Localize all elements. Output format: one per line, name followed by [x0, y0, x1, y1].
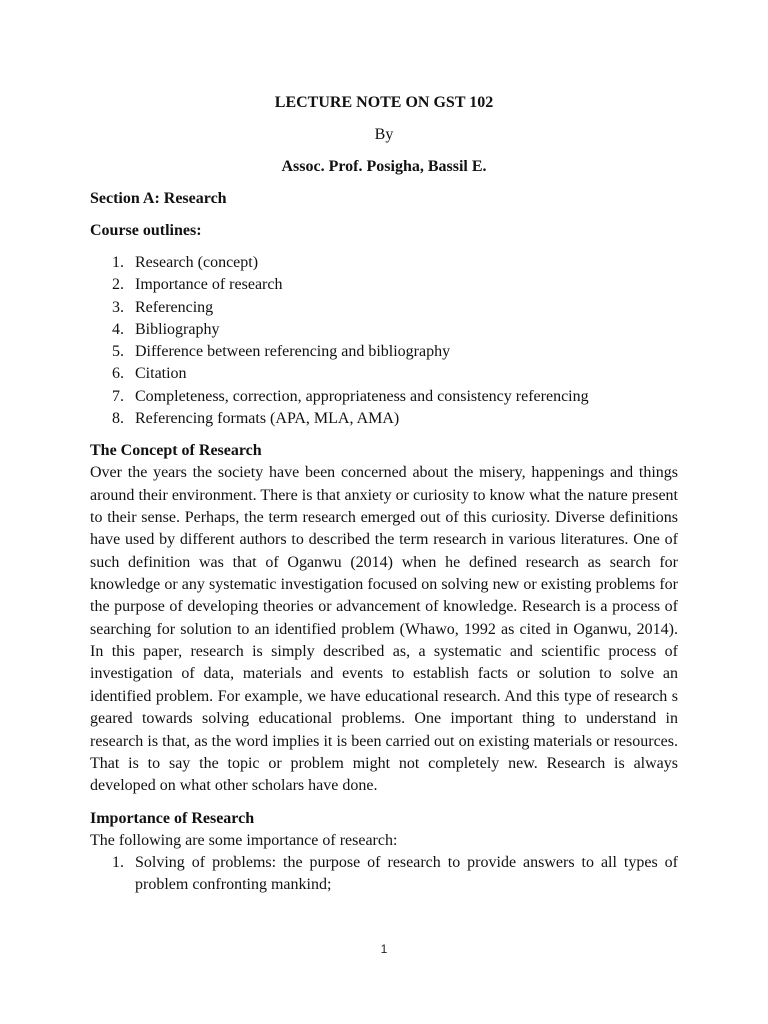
list-item: 6. Citation [112, 365, 187, 383]
section-heading: Section A: Research [90, 190, 227, 207]
document-page [90, 92, 678, 896]
concept-heading: The Concept of Research [90, 442, 262, 460]
page-number: 1 [380, 942, 388, 956]
list-item: 2. Importance of research [112, 276, 283, 294]
importance-intro: The following are some importance of research: [90, 831, 398, 849]
list-item: 3. Referencing [112, 298, 214, 316]
list-item: 7. Completeness, correction, appropriateness and consistency referencing [112, 387, 589, 405]
course-outlines-heading: Course outlines: [90, 222, 202, 239]
author-name: Assoc. Prof. Posigha, Bassil E. [281, 158, 487, 175]
list-item: 1. Research (concept) [112, 254, 259, 271]
list-item: 1. Solving of problems: the purpose of research to provide answers to all types of problem confronting mankind; [112, 853, 678, 893]
course-outline-list [90, 252, 678, 430]
list-item: 8. Referencing formats (APA, MLA, AMA) [112, 410, 400, 428]
by-line: By [374, 126, 394, 143]
document-title: LECTURE NOTE ON GST 102 [274, 94, 494, 111]
importance-heading: Importance of Research [90, 809, 255, 827]
concept-paragraph: Over the years the society have been concerned about the misery, happenings and things around their environment. There is that anxiety or curiosity to know what the nature present to their sense. Perhaps, the term research emerged out of this curiosity. Diverse definitions have used by different authors to described the term research in various literatures. One of such definition was that of Oganwu (2014) when he defined research as search for knowledge or any systematic investigation focused on solving new or existing problems for the purpose of developing theories or advancement of knowledge. Research is a process of searching for solution to an identified problem (Whawo, 1992 as cited in Oganwu, 2014). In this paper, research is simply described as, a systematic and scientific process of investigation of data, materials and events to establish facts or solution to solve an identified problem. For example, we have educational research. And this type of research s geared towards solving educational problems. One important thing to understand in research is that, as the word implies it is been carried out on existing materials or resources. That is to say the topic or problem might not completely new. Research is always developed on what other scholars have done. [90, 464, 678, 795]
importance-list [90, 852, 678, 897]
list-item: 4. Bibliography [112, 320, 220, 338]
list-item: 5. Difference between referencing and bibliography [112, 343, 451, 361]
